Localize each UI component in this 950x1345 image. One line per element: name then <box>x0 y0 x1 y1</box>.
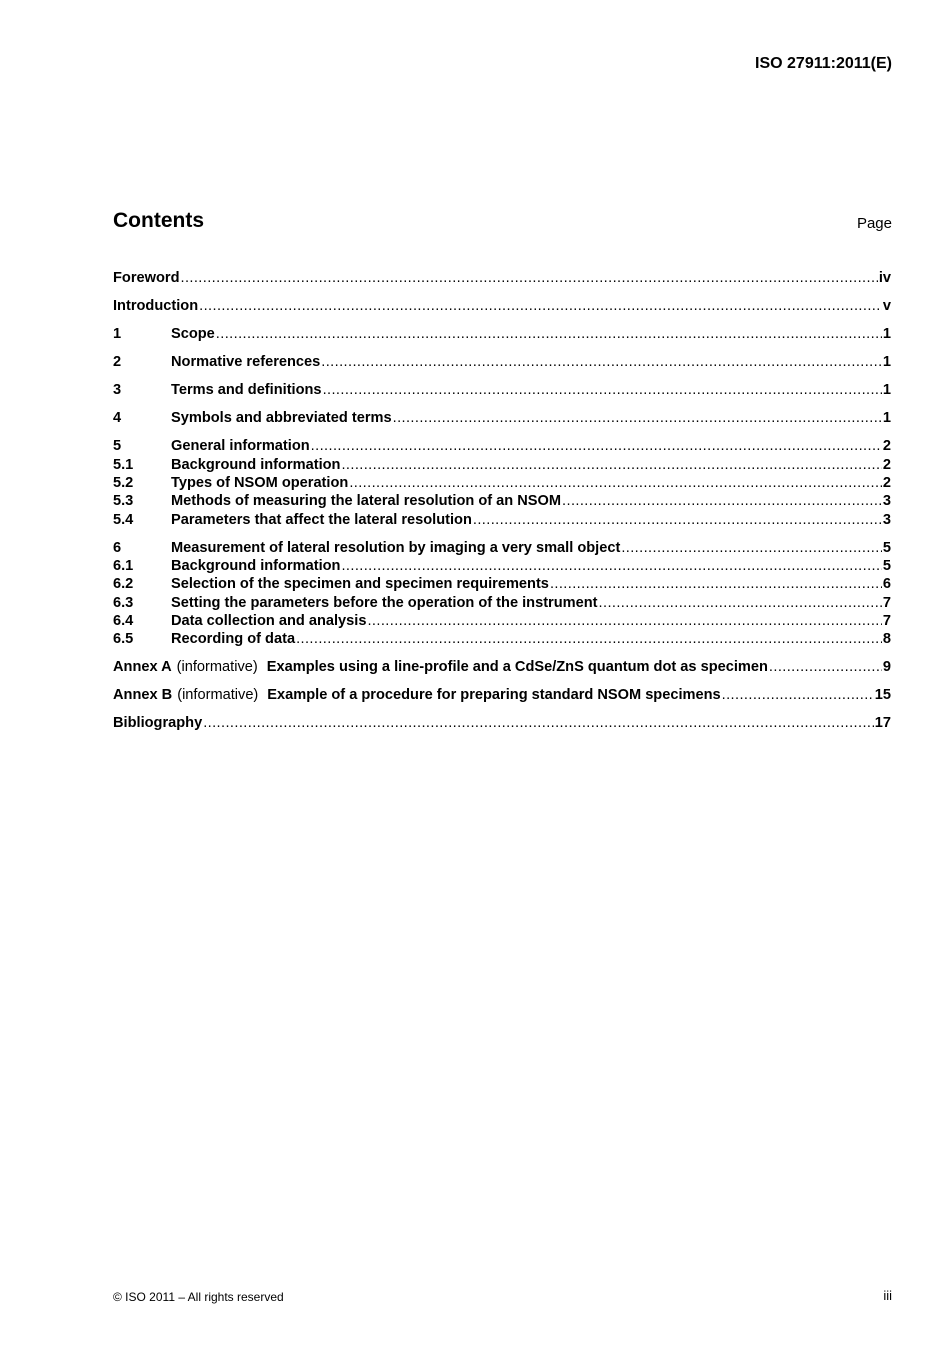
toc-entry-page: 8 <box>882 631 891 647</box>
toc-entry-5-1[interactable] <box>113 456 891 474</box>
toc-entry-bibliography[interactable] <box>113 714 891 732</box>
page-number: iii <box>883 1288 892 1303</box>
toc-entry-page: 2 <box>882 475 891 491</box>
toc-entry-1[interactable] <box>113 325 891 343</box>
toc-entry-page: 1 <box>882 354 891 370</box>
toc-entry-annex-a[interactable] <box>113 658 891 676</box>
leader-dots <box>367 612 881 630</box>
toc-entry-title: Example of a procedure for preparing standard NSOM specimens <box>267 687 721 703</box>
toc-entry-number: 5.2 <box>113 475 134 491</box>
toc-entry-title: Selection of the specimen and specimen requirements <box>171 576 549 592</box>
toc-entry-number: 5.3 <box>113 493 134 509</box>
toc-entry-6[interactable] <box>113 539 891 557</box>
leader-dots <box>203 714 874 732</box>
toc-entry-number: 6.5 <box>113 631 134 647</box>
toc-entry-title: General information <box>171 438 310 454</box>
toc-entry-number: 3 <box>113 382 122 398</box>
toc-entry-number: 6.1 <box>113 558 134 574</box>
toc-entry-page: 15 <box>874 687 891 703</box>
toc-entry-title: Scope <box>171 326 215 342</box>
annex-label: Annex A <box>113 659 172 675</box>
toc-entry-page: 7 <box>882 613 891 629</box>
leader-dots <box>323 381 882 399</box>
toc-entry-page: 17 <box>874 715 891 731</box>
toc-entry-number: 1 <box>113 326 122 342</box>
toc-entry-page: v <box>882 298 891 314</box>
toc-entry-number: 6.3 <box>113 595 134 611</box>
toc-entry-title: Background information <box>171 558 341 574</box>
toc-entry-title: Foreword <box>113 270 180 286</box>
toc-entry-title: Types of NSOM operation <box>171 475 349 491</box>
leader-dots <box>473 511 882 529</box>
toc-entry-page: 2 <box>882 438 891 454</box>
leader-dots <box>296 630 882 648</box>
toc-entry-number: 6.4 <box>113 613 134 629</box>
toc-entry-page: 5 <box>882 558 891 574</box>
toc-entry-number: 6.2 <box>113 576 134 592</box>
toc-entry-page: 1 <box>882 410 891 426</box>
leader-dots <box>393 409 882 427</box>
toc-entry-2[interactable] <box>113 353 891 371</box>
toc-entry-page: 3 <box>882 493 891 509</box>
leader-dots <box>321 353 882 371</box>
document-id: ISO 27911:2011(E) <box>755 55 892 72</box>
toc-entry-6-3[interactable] <box>113 594 891 612</box>
annex-status: (informative) <box>176 659 258 675</box>
toc-entry-annex-b[interactable] <box>113 686 891 704</box>
toc-entry-page: 9 <box>882 659 891 675</box>
toc-entry-foreword[interactable] <box>113 269 891 287</box>
toc-entry-number: 4 <box>113 410 122 426</box>
toc-entry-6-4[interactable] <box>113 612 891 630</box>
toc-entry-title: Data collection and analysis <box>171 613 367 629</box>
leader-dots <box>722 686 874 704</box>
leader-dots <box>550 575 882 593</box>
toc-entry-5-2[interactable] <box>113 474 891 492</box>
toc-entry-title: Recording of data <box>171 631 296 647</box>
toc-entry-page: 1 <box>882 382 891 398</box>
toc-entry-title: Introduction <box>113 298 199 314</box>
toc-entry-title: Terms and definitions <box>171 382 322 398</box>
toc-entry-title: Setting the parameters before the operation of the instrument <box>171 595 598 611</box>
leader-dots <box>599 594 882 612</box>
toc-entry-title: Bibliography <box>113 715 203 731</box>
leader-dots <box>562 492 882 510</box>
toc-entry-5[interactable] <box>113 437 891 455</box>
toc-entry-page: iv <box>878 270 891 286</box>
leader-dots <box>769 658 882 676</box>
toc-entry-page: 7 <box>882 595 891 611</box>
toc-entry-number: 2 <box>113 354 122 370</box>
toc-entry-5-4[interactable] <box>113 511 891 529</box>
annex-label: Annex B <box>113 687 173 703</box>
toc-entry-number: 5.4 <box>113 512 134 528</box>
toc-entry-number: 6 <box>113 540 122 556</box>
copyright-notice: © ISO 2011 – All rights reserved <box>113 1290 284 1304</box>
toc-entry-6-5[interactable] <box>113 630 891 648</box>
toc-entry-6-2[interactable] <box>113 575 891 593</box>
toc-entry-5-3[interactable] <box>113 492 891 510</box>
toc-entry-6-1[interactable] <box>113 557 891 575</box>
leader-dots <box>349 474 882 492</box>
toc-entry-title: Measurement of lateral resolution by imaging a very small object <box>171 540 621 556</box>
toc-entry-title: Symbols and abbreviated terms <box>171 410 392 426</box>
toc-entry-page: 1 <box>882 326 891 342</box>
leader-dots <box>180 269 877 287</box>
contents-title: Contents <box>113 209 204 232</box>
toc-entry-title: Examples using a line-profile and a CdSe/ZnS quantum dot as specimen <box>266 659 768 675</box>
toc-entry-page: 6 <box>882 576 891 592</box>
toc-entry-title: Parameters that affect the lateral resolution <box>171 512 472 528</box>
leader-dots <box>311 437 882 455</box>
leader-dots <box>621 539 882 557</box>
toc-entry-number: 5.1 <box>113 457 134 473</box>
leader-dots <box>341 557 881 575</box>
toc-entry-title: Background information <box>171 457 341 473</box>
toc-entry-4[interactable] <box>113 409 891 427</box>
toc-entry-introduction[interactable] <box>113 297 891 315</box>
page-column-label: Page <box>856 215 892 232</box>
toc-entry-3[interactable] <box>113 381 891 399</box>
toc-entry-title: Methods of measuring the lateral resolution of an NSOM <box>171 493 562 509</box>
toc-entry-page: 5 <box>882 540 891 556</box>
leader-dots <box>216 325 882 343</box>
toc-entry-title: Normative references <box>171 354 321 370</box>
toc-entry-page: 3 <box>882 512 891 528</box>
leader-dots <box>199 297 882 315</box>
annex-status: (informative) <box>177 687 259 703</box>
toc-entry-number: 5 <box>113 438 122 454</box>
toc-entry-page: 2 <box>882 457 891 473</box>
leader-dots <box>341 456 881 474</box>
